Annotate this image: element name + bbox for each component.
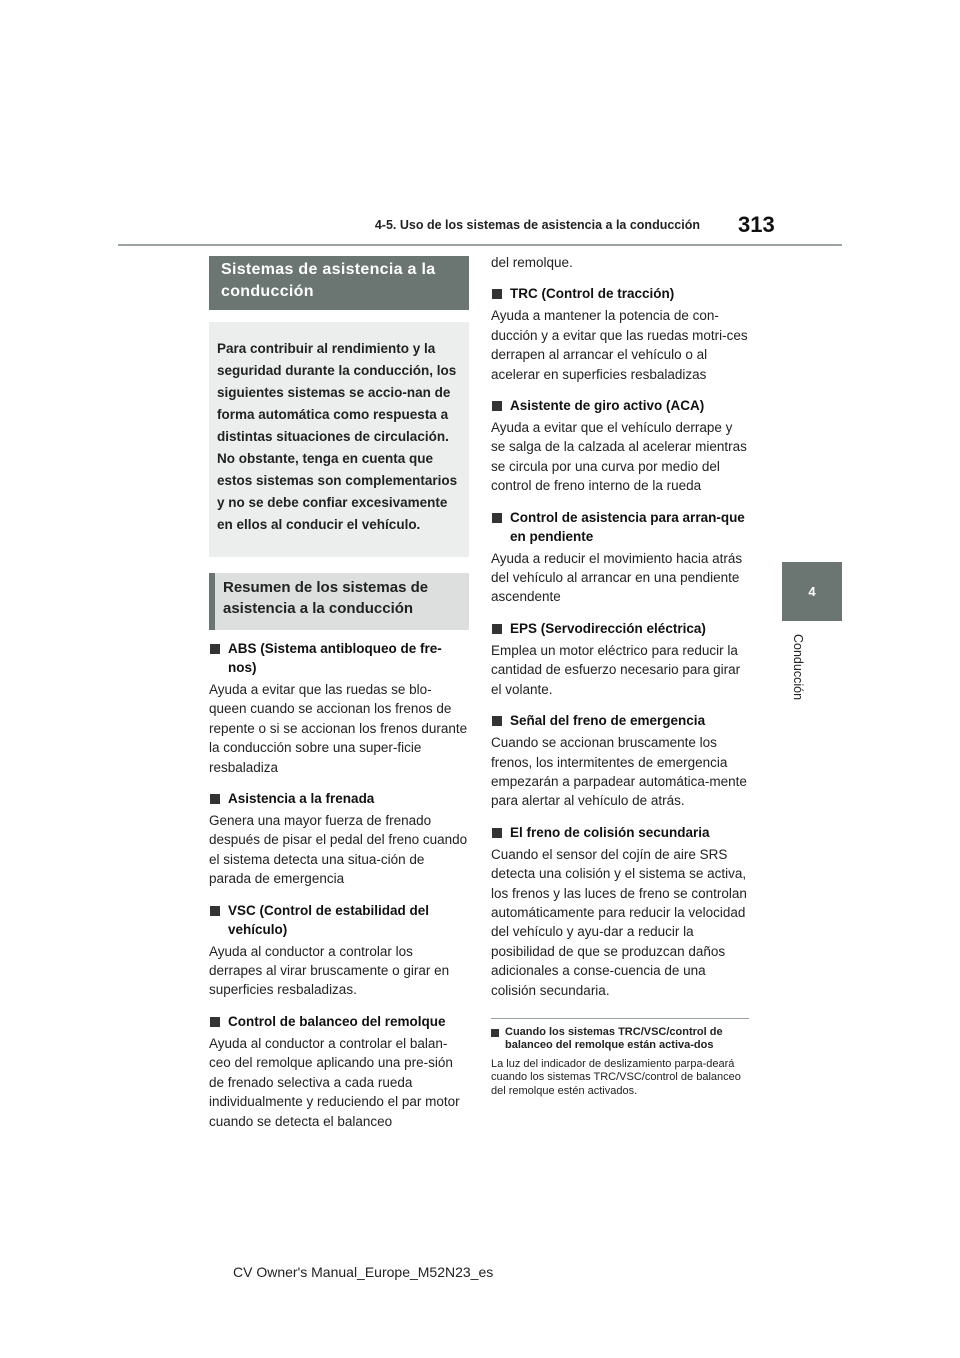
square-bullet-icon [210, 906, 220, 916]
footer-text: CV Owner's Manual_Europe_M52N23_es [233, 1264, 494, 1280]
list-item [209, 1012, 469, 1131]
item-heading [209, 1012, 469, 1031]
item-title: TRC (Control de tracción) [510, 286, 675, 302]
item-title: Asistencia a la frenada [228, 791, 375, 807]
left-column [209, 256, 469, 1131]
item-title: Señal del freno de emergencia [510, 713, 706, 729]
summary-title: Resumen de los sistemas de asistencia a la conducción [209, 573, 469, 630]
item-heading [491, 508, 749, 546]
item-heading [491, 619, 749, 638]
item-heading [491, 823, 749, 842]
item-title: El freno de colisión secundaria [510, 824, 710, 840]
item-body: Ayuda a evitar que las ruedas se blo-queen cuando se accionan los frenos de repente o si se accionan los frenos durante la conducción sobre una super-ficie resbaladiza [209, 682, 468, 775]
chapter-label: Conducción [791, 634, 805, 701]
item-body: Emplea un motor eléctrico para reducir la cantidad de esfuerzo necesario para girar el volante. [491, 642, 741, 697]
header-section-title: 4-5. Uso de los sistemas de asistencia a la conducción [374, 218, 700, 232]
square-bullet-icon [210, 644, 220, 654]
square-bullet-icon [210, 794, 220, 804]
item-body: Ayuda al conductor a controlar los derrapes al virar bruscamente o girar en superficies resbaladizas. [209, 943, 450, 998]
item-heading [209, 789, 469, 808]
square-bullet-icon [492, 828, 502, 838]
item-title: Control de asistencia para arran-que en pendiente [510, 509, 745, 544]
list-item [209, 789, 469, 889]
header-divider [118, 244, 842, 246]
right-column [491, 253, 749, 1098]
square-bullet-icon [492, 716, 502, 726]
item-heading [209, 639, 469, 677]
item-heading [491, 396, 749, 415]
intro-box: Para contribuir al rendimiento y la seguridad durante la conducción, los siguientes sistemas se accio-nan de forma automática como respuesta a distintas situaciones de circulación. No obstante, tenga en cuenta que estos sistemas son complementarios y no se debe confiar excesivamente en ellos al conducir el vehículo. [209, 322, 469, 557]
item-body: Ayuda a reducir el movimiento hacia atrás del vehículo al arrancar en una pendiente ascendente [491, 550, 743, 605]
square-bullet-icon [491, 1029, 499, 1037]
item-body: Cuando el sensor del cojín de aire SRS detecta una colisión y el sistema se activa, los frenos y las luces de freno se controlan automáticamente para reducir la velocidad del vehículo y ayu-dar a reducir la posibilidad de que se produzcan daños adicionales a conse-cuencia de una colisión secundaria. [491, 846, 747, 998]
list-item [491, 711, 749, 811]
page-number: 313 [738, 212, 775, 237]
list-item [209, 639, 469, 777]
item-body: Ayuda a evitar que el vehículo derrape y se salga de la calzada al acelerar mientras se circula por una curva por medio del control de freno interno de la rueda [491, 420, 747, 494]
item-title: Asistente de giro activo (ACA) [510, 398, 705, 414]
item-title: Control de balanceo del remolque [228, 1013, 446, 1029]
item-heading [491, 711, 749, 730]
square-bullet-icon [492, 401, 502, 411]
chapter-tab: 4 [782, 562, 842, 621]
square-bullet-icon [492, 624, 502, 634]
left-item-list [209, 639, 469, 1131]
item-title: VSC (Control de estabilidad del vehículo) [228, 902, 430, 937]
list-item [491, 508, 749, 607]
list-item [209, 901, 469, 1000]
square-bullet-icon [492, 513, 502, 523]
continuation-text: del remolque. [491, 255, 573, 270]
note-heading [491, 1026, 749, 1052]
note-divider [491, 1018, 749, 1019]
list-item [491, 823, 749, 1000]
item-heading [209, 901, 469, 939]
list-item [491, 396, 749, 496]
item-heading [491, 284, 749, 303]
section-title: Sistemas de asistencia a la conducción [209, 256, 469, 310]
note-body: La luz del indicador de deslizamiento parpa-deará cuando los sistemas TRC/VSC/control de balanceo del remolque estén activados. [491, 1057, 741, 1097]
square-bullet-icon [210, 1017, 220, 1027]
list-item [491, 284, 749, 384]
list-item [491, 619, 749, 699]
note [491, 1026, 749, 1099]
item-title: EPS (Servodirección eléctrica) [510, 620, 706, 636]
item-body: Ayuda al conductor a controlar el balan-ceo del remolque aplicando una pre-sión de frenado selectiva a cada rueda individualmente y reduciendo el par motor cuando se detecta el balanceo [209, 1035, 460, 1129]
note-title: Cuando los sistemas TRC/VSC/control de balanceo del remolque están activa-dos [505, 1025, 723, 1051]
item-body: Ayuda a mantener la potencia de con-ducción y a evitar que las ruedas motri-ces derrapen al arrancar el vehículo o al acelerar en superficies resbaladizas [491, 308, 748, 382]
item-body: Cuando se accionan bruscamente los frenos, los intermitentes de emergencia empezarán a parpadear automática-mente para alertar al vehículo de atrás. [491, 735, 747, 809]
item-body: Genera una mayor fuerza de frenado después de pisar el pedal del freno cuando el sistema detecta una situa-ción de parada de emergencia [209, 813, 468, 887]
square-bullet-icon [492, 289, 502, 299]
item-title: ABS (Sistema antibloqueo de fre-nos) [228, 641, 442, 675]
